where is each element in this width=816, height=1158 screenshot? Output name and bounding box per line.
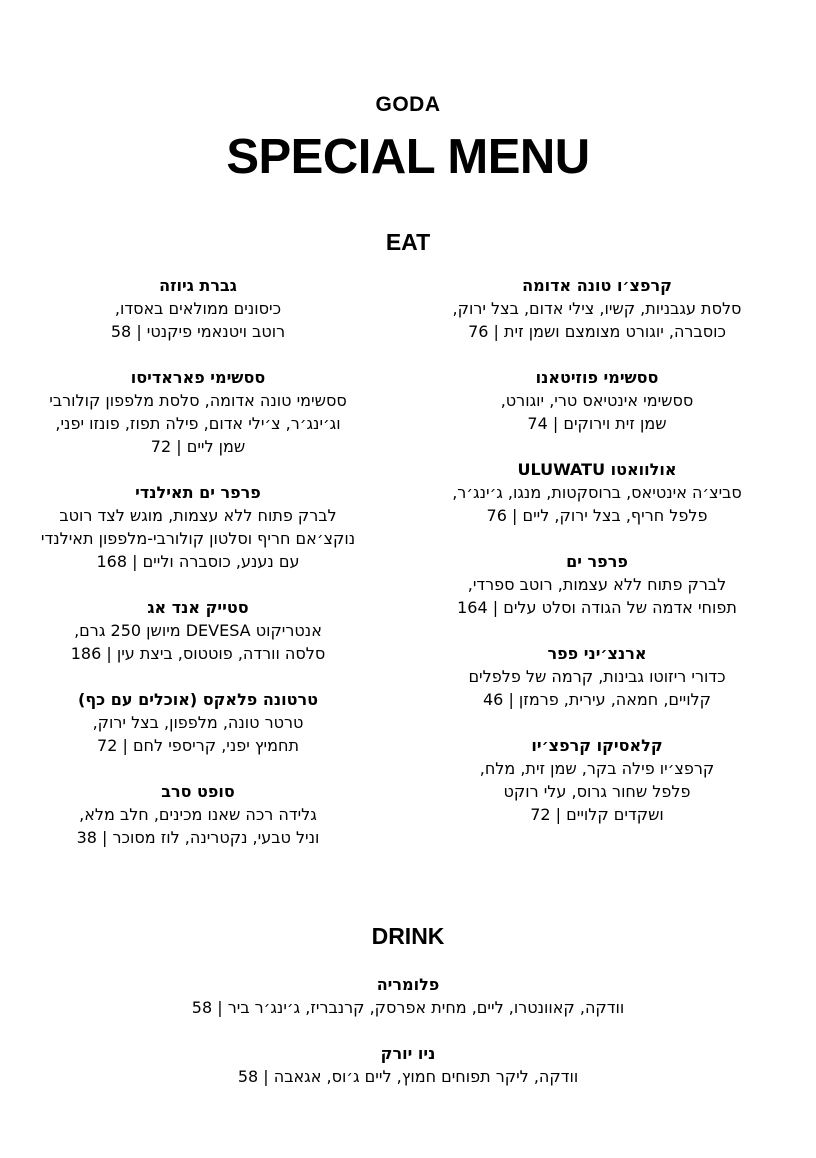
menu-item-name: גברת גיוזה bbox=[159, 276, 237, 295]
menu-item-description: ססשימי אינטיאס טרי, יוגורט, שמן זית וירוקים | 74 bbox=[500, 391, 694, 433]
menu-item-description: כיסונים ממולאים באסדו, רוטב ויטנאמי פיקנטי | 58 bbox=[110, 299, 286, 341]
drink-item bbox=[0, 1042, 816, 1088]
menu-item-description: טרטר טונה, מלפפון, בצל ירוק, תחמיץ יפני, קריספי לחם | 72 bbox=[92, 713, 304, 755]
menu-item-description: קרפצ׳יו פילה בקר, שמן זית, מלח, פלפל שחור גרוס, עלי רוקט ושקדים קלויים | 72 bbox=[479, 759, 715, 824]
drink-item-description: וודקה, קאוונטרו, ליים, מחית אפרסק, קרנבריז, ג׳ינג׳ר ביר | 58 bbox=[191, 998, 625, 1017]
menu-item bbox=[8, 366, 388, 458]
menu-item-description: לברק פתוח ללא עצמות, מוגש לצד רוטב נוקצ׳אם חריף וסלטון קולורבי-מלפפון תאילנדי עם נענע, כוסברה וליים | 168 bbox=[40, 506, 356, 571]
drink-item-description: וודקה, ליקר תפוחים חמוץ, ליים ג׳וס, אגאבה | 58 bbox=[237, 1067, 579, 1086]
menu-item bbox=[407, 366, 787, 435]
drink-item-name: פלומריה bbox=[376, 975, 440, 994]
menu-item-description: לברק פתוח ללא עצמות, רוטב ספרדי, תפוחי אדמה של הגודה וסלט עלים | 164 bbox=[457, 575, 737, 617]
brand-name: GODA bbox=[375, 93, 441, 116]
drink-item bbox=[0, 973, 816, 1019]
eat-right-column bbox=[407, 274, 787, 849]
menu-item bbox=[407, 642, 787, 711]
menu-item-name: סופט סרב bbox=[161, 782, 235, 801]
menu-item-name: ארנצ׳יני פפר bbox=[547, 644, 647, 663]
menu-item-name: ססשימי פאראדיסו bbox=[130, 368, 266, 387]
menu-item-description: אנטריקוט DEVESA מיושן 250 גרם, סלסה וורדה, פוטטוס, ביצת עין | 186 bbox=[70, 621, 326, 663]
menu-item-name: טרטונה פלאקס (אוכלים עם כף) bbox=[78, 690, 318, 709]
menu-item-name: אולוואטו ULUWATU bbox=[517, 460, 677, 479]
menu-item bbox=[407, 734, 787, 826]
menu-item bbox=[407, 274, 787, 343]
menu-item-name: פרפר ים bbox=[566, 552, 628, 571]
menu-item-description: סלסת עגבניות, קשיו, צילי אדום, בצל ירוק, כוסברה, יוגורט מצומצם ושמן זית | 76 bbox=[452, 299, 742, 341]
menu-item-name: קלאסיקו קרפצ׳יו bbox=[531, 736, 663, 755]
drink-list bbox=[0, 973, 816, 1111]
eat-left-column bbox=[8, 274, 388, 872]
menu-item-description: כדורי ריזוטו גבינות, קרמה של פלפלים קלויים, חמאה, עירית, פרמזן | 46 bbox=[468, 667, 726, 709]
page-title: SPECIAL MENU bbox=[226, 130, 590, 184]
menu-item-name: פרפר ים תאילנדי bbox=[135, 483, 261, 502]
menu-item bbox=[8, 481, 388, 573]
drink-item-name: ניו יורק bbox=[380, 1044, 436, 1063]
menu-item-description: ססשימי טונה אדומה, סלסת מלפפון קולורבי וג׳ינג׳ר, צ׳ילי אדום, פילה תפוז, פונזו יפני, שמן ליים | 72 bbox=[49, 391, 347, 456]
drink-section-heading: DRINK bbox=[371, 923, 445, 949]
menu-item bbox=[8, 274, 388, 343]
menu-item bbox=[8, 780, 388, 849]
menu-item-name: ססשימי פוזיטאנו bbox=[535, 368, 659, 387]
menu-item bbox=[407, 550, 787, 619]
eat-section-heading: EAT bbox=[385, 229, 431, 255]
menu-item-name: סטייק אנד אג bbox=[147, 598, 249, 617]
menu-item bbox=[8, 596, 388, 665]
menu-item-name: קרפצ׳ו טונה אדומה bbox=[522, 276, 672, 295]
menu-item-description: סביצ׳ה אינטיאס, ברוסקטות, מנגו, ג׳ינג׳ר, פלפל חריף, בצל ירוק, ליים | 76 bbox=[452, 483, 742, 525]
menu-item bbox=[407, 458, 787, 527]
menu-item bbox=[8, 688, 388, 757]
menu-item-description: גלידה רכה שאנו מכינים, חלב מלא, וניל טבעי, נקטרינה, לוז מסוכר | 38 bbox=[76, 805, 320, 847]
